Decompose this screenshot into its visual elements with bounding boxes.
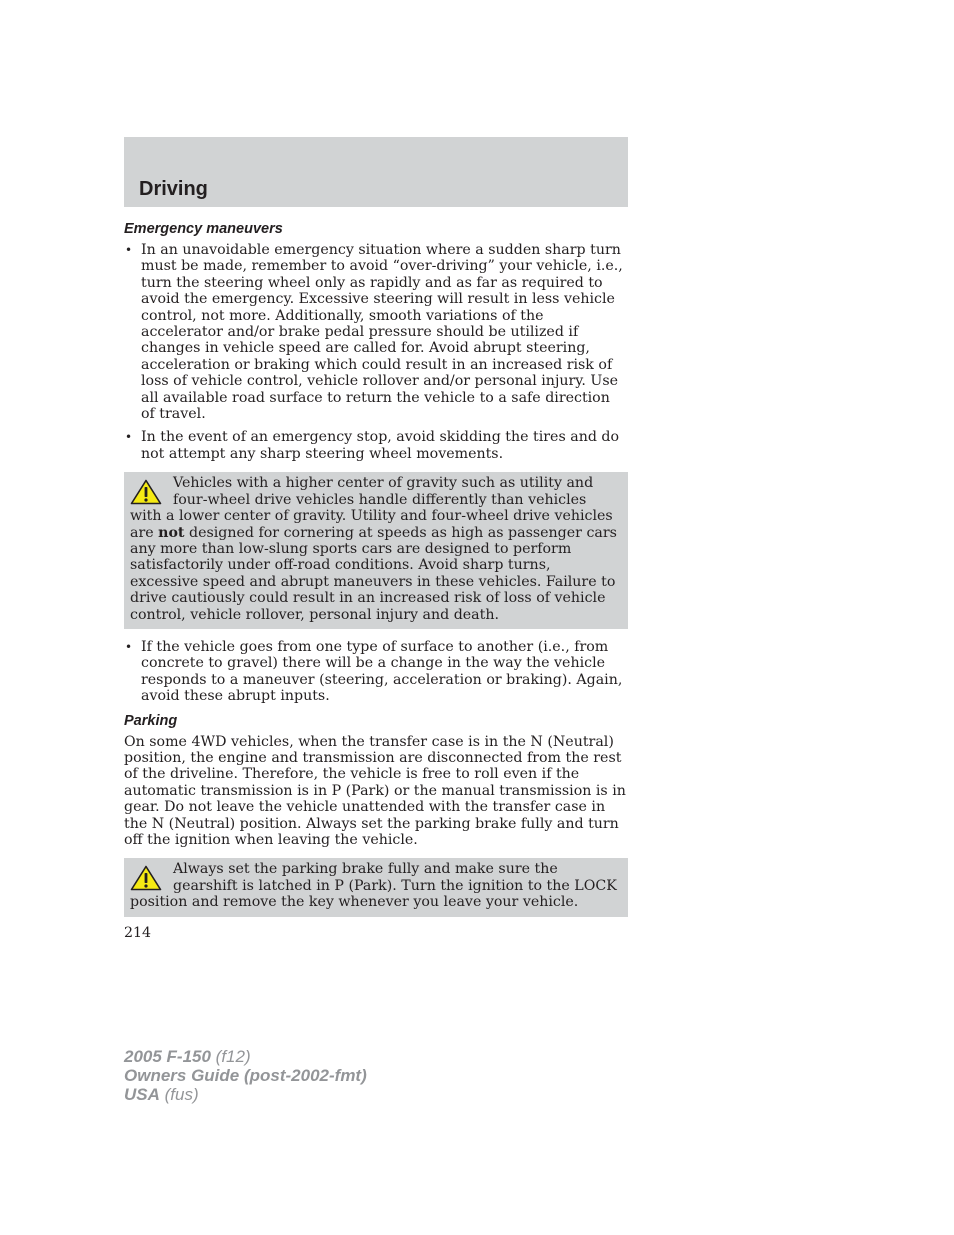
footer-line-model (124, 1047, 367, 1066)
page-content (124, 220, 628, 927)
bullet-marker: • (125, 639, 133, 654)
warning-triangle-icon (130, 479, 162, 505)
surface-bullet-list (124, 639, 628, 705)
parking-paragraph: On some 4WD vehicles, when the transfer case is in the N (Neutral) position, the engine and transmission are disconnected from the rest of the driveline. Therefore, the vehicle is free to roll even if the automatic transmission is in P (Park) or the manual transmission is in gear. Do not leave the vehicle unattended with the transfer case in the N (Neutral) position. Always set the parking brake fully and turn off the ignition when leaving the vehicle. (124, 733, 626, 848)
bullet-marker: • (125, 430, 133, 445)
footer-model-code: (f12) (210, 1047, 251, 1066)
emergency-bullet-list (124, 242, 628, 462)
bullet-text: If the vehicle goes from one type of surface to another (i.e., from concrete to gravel) there will be a change in the way the vehicle responds to a maneuver (steering, acceleration or braking). Again, avoid these abrupt inputs. (141, 638, 623, 705)
parking-warning-box (124, 858, 628, 916)
footer-line-region (124, 1085, 367, 1104)
bullet-marker: • (125, 243, 133, 257)
parking-heading: Parking (124, 712, 178, 729)
page-number: 214 (124, 925, 152, 941)
document-footer (124, 1047, 367, 1104)
bullet-text: In the event of an emergency stop, avoid skidding the tires and do not attempt any sharp steering wheel movements. (141, 429, 620, 462)
emergency-maneuvers-heading: Emergency maneuvers (124, 221, 283, 237)
warning-text: Vehicles with a higher center of gravity such as utility and four-wheel drive vehicles handle differently than vehicles with a lower center of gravity. Utility and four-wheel drive vehicles are (130, 475, 613, 541)
rollover-warning-box (124, 472, 628, 629)
footer-model-name: 2005 F-150 (124, 1047, 211, 1066)
warning-emphasis: not (158, 524, 185, 541)
bullet-text: In an unavoidable emergency situation where a sudden sharp turn must be made, remember to avoid “over-driving” your vehicle, i.e., turn the steering wheel only as rapidly and as far as required to avoid the emergency. Excessive steering will result in less vehicle control, not more. Additionally, smooth variations of the accelerator and/or brake pedal pressure should be utilized if changes in vehicle speed are called for. Avoid abrupt steering, acceleration or braking which could result in an increased risk of loss of vehicle control, vehicle rollover and/or personal injury. Use all available road surface to return the vehicle to a safe direction of travel. (141, 242, 623, 423)
list-item (124, 639, 628, 705)
section-title: Driving (139, 178, 208, 200)
warning-text-continued: designed for cornering at speeds as high as passenger cars any more than low-slung sports cars are designed to perform satisfactorily under off-road conditions. Avoid sharp turns, excessive speed and abrupt maneuvers in these vehicles. Failure to drive cautiously could result in an increased risk of loss of vehicle control, vehicle rollover, personal injury and death. (130, 524, 617, 623)
warning-triangle-icon (130, 865, 162, 891)
footer-region-name: USA (124, 1085, 160, 1104)
footer-guide-name: Owners Guide (post-2002-fmt) (124, 1066, 367, 1085)
list-item (124, 429, 628, 462)
section-header (124, 137, 628, 207)
warning-text: Always set the parking brake fully and make sure the gearshift is latched in P (Park). Turn the ignition to the LOCK position and remove the key whenever you leave your vehicle. (130, 861, 617, 911)
footer-region-code: (fus) (159, 1085, 199, 1104)
list-item (124, 242, 628, 422)
footer-line-guide (124, 1066, 367, 1085)
